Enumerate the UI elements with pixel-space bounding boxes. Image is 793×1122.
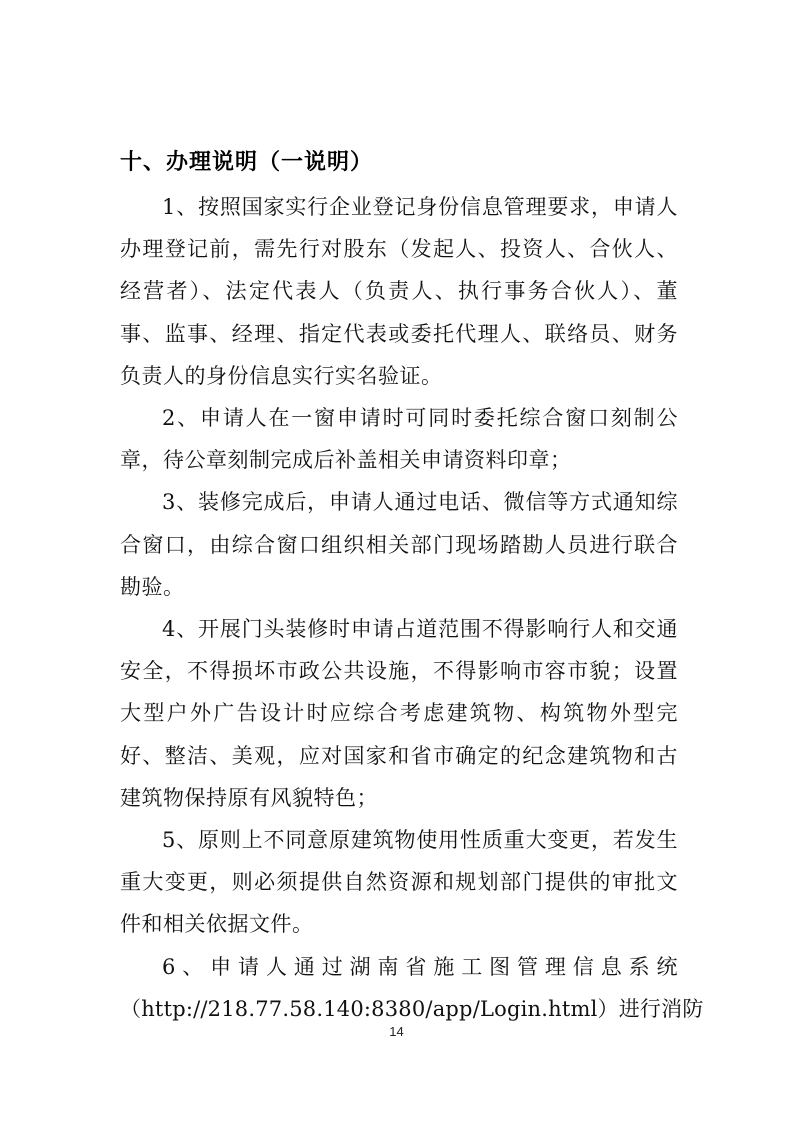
section-heading: 十、办理说明（一说明）: [120, 150, 374, 175]
page-number: 14: [389, 1024, 404, 1039]
paragraph-2: 2、申请人在一窗申请时可同时委托综合窗口刻制公章，待公章刻制完成后补盖相关申请资料印章；: [120, 406, 678, 473]
paragraph-3: 3、装修完成后，申请人通过电话、微信等方式通知综合窗口，由综合窗口组织相关部门现场踏勘人员进行联合勘验。: [120, 490, 678, 599]
paragraph-1: 1、按照国家实行企业登记身份信息管理要求，申请人办理登记前，需先行对股东（发起人、投资人、合伙人、经营者）、法定代表人（负责人、执行事务合伙人）、董事、监事、经理、指定代表或委托代理人、联络员、财务负责人的身份信息实行实名验证。: [120, 195, 678, 388]
paragraph-6-line-1: 6、申请人通过湖南省施工图管理信息系统: [162, 954, 678, 979]
document-content: [120, 140, 704, 1030]
paragraph-4: 4、开展门头装修时申请占道范围不得影响行人和交通安全，不得损坏市政公共设施，不得影响市容市貌；设置大型户外广告设计时应综合考虑建筑物、构筑物外型完好、整洁、美观，应对国家和省市确定的纪念建筑物和古建筑物保持原有风貌特色；: [120, 617, 678, 810]
paragraph-5: 5、原则上不同意原建筑物使用性质重大变更，若发生重大变更，则必须提供自然资源和规划部门提供的审批文件和相关依据文件。: [120, 828, 678, 937]
paragraph-6-line-2-url: （http://218.77.58.140:8380/app/Login.html）进行消防: [120, 996, 704, 1021]
